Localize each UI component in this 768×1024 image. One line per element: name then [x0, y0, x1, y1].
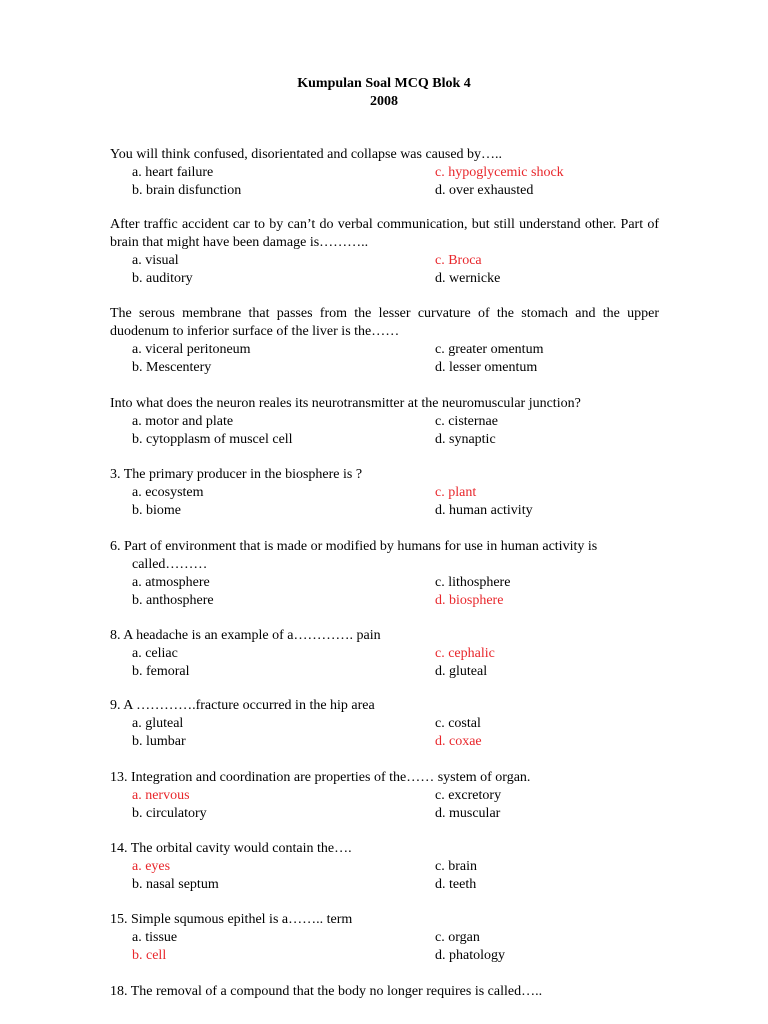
answer-option: b. auditory	[132, 271, 193, 286]
answer-option: b. biome	[132, 503, 181, 518]
question-stem: 13. Integration and coordination are properties of the…… system of organ.	[110, 770, 531, 785]
answer-option-correct: d. biosphere	[435, 593, 504, 608]
answer-option: d. wernicke	[435, 271, 501, 286]
question-stem: The serous membrane that passes from the lesser curvature of the stomach and the upper duodenum to inferior surface of the liver is the……	[110, 306, 659, 339]
question-stem: 9. A ………….fracture occurred in the hip area	[110, 698, 375, 713]
question-item	[110, 769, 659, 823]
question-item	[110, 395, 659, 449]
answer-option: d. synaptic	[435, 432, 496, 447]
question-item	[110, 305, 659, 377]
answer-option-correct: d. coxae	[435, 734, 482, 749]
answer-option: d. gluteal	[435, 664, 488, 679]
answer-options	[110, 929, 659, 965]
answer-option-correct: c. cephalic	[435, 646, 495, 661]
answer-option: c. costal	[435, 716, 481, 731]
answer-options	[110, 164, 659, 200]
answer-option: c. lithosphere	[435, 575, 511, 590]
answer-option: b. lumbar	[132, 734, 186, 749]
question-item	[110, 911, 659, 965]
answer-option-correct: b. cell	[132, 948, 167, 963]
answer-option: a. viceral peritoneum	[132, 342, 251, 357]
answer-option: c. brain	[435, 859, 477, 874]
answer-option: b. cytopplasm of muscel cell	[132, 432, 293, 447]
answer-option: d. teeth	[435, 877, 477, 892]
answer-option: c. cisternae	[435, 414, 498, 429]
answer-option: a. ecosystem	[132, 485, 204, 500]
question-stem: After traffic accident car to by can’t do verbal communication, but still understand other. Part of brain that might have been damage is………..	[110, 217, 659, 250]
answer-option: d. human activity	[435, 503, 533, 518]
answer-option: a. celiac	[132, 646, 178, 661]
answer-option-correct: a. eyes	[132, 859, 171, 874]
answer-option: c. excretory	[435, 788, 502, 803]
question-stem: 15. Simple squmous epithel is a…….. term	[110, 912, 353, 927]
answer-option: a. atmosphere	[132, 575, 210, 590]
answer-options	[110, 252, 659, 288]
question-stem: Into what does the neuron reales its neurotransmitter at the neuromuscular junction?	[110, 396, 581, 411]
answer-option: b. Mescentery	[132, 360, 212, 375]
answer-option: a. tissue	[132, 930, 178, 945]
answer-option: b. brain disfunction	[132, 183, 242, 198]
question-item	[110, 983, 659, 1001]
question-stem: 18. The removal of a compound that the body no longer requires is called…..	[110, 984, 543, 999]
answer-options	[110, 574, 659, 610]
question-item	[110, 840, 659, 894]
answer-option-correct: a. nervous	[132, 788, 190, 803]
question-stem: 3. The primary producer in the biosphere is ?	[110, 467, 363, 482]
answer-option: a. visual	[132, 253, 179, 268]
answer-option: c. organ	[435, 930, 480, 945]
answer-option: b. femoral	[132, 664, 190, 679]
question-item	[110, 697, 659, 751]
question-stem: 8. A headache is an example of a…………. pain	[110, 628, 381, 643]
answer-option: c. greater omentum	[435, 342, 544, 357]
answer-option-correct: c. hypoglycemic shock	[435, 165, 564, 180]
answer-options	[110, 858, 659, 894]
question-item	[110, 538, 659, 610]
question-item	[110, 627, 659, 681]
question-stem: 14. The orbital cavity would contain the….	[110, 841, 352, 856]
answer-option: d. over exhausted	[435, 183, 534, 198]
document-title: Kumpulan Soal MCQ Blok 4	[297, 76, 471, 91]
answer-option: d. muscular	[435, 806, 501, 821]
answer-option: d. phatology	[435, 948, 505, 963]
question-item	[110, 216, 659, 288]
answer-options	[110, 715, 659, 751]
answer-option-correct: c. plant	[435, 485, 477, 500]
answer-options	[110, 484, 659, 520]
answer-options	[110, 341, 659, 377]
question-stem: 6. Part of environment that is made or modified by humans for use in human activity is	[110, 539, 598, 554]
answer-option: d. lesser omentum	[435, 360, 538, 375]
answer-options	[110, 787, 659, 823]
answer-option: a. motor and plate	[132, 414, 234, 429]
question-stem: You will think confused, disorientated and collapse was caused by…..	[110, 147, 503, 162]
question-item	[110, 466, 659, 520]
answer-option: b. anthosphere	[132, 593, 214, 608]
question-item	[110, 146, 659, 200]
answer-option-correct: c. Broca	[435, 253, 482, 268]
document-year: 2008	[370, 94, 398, 109]
answer-option: a. gluteal	[132, 716, 184, 731]
question-stem-continuation: called………	[132, 557, 208, 572]
answer-options	[110, 413, 659, 449]
answer-option: a. heart failure	[132, 165, 214, 180]
answer-option: b. nasal septum	[132, 877, 219, 892]
answer-options	[110, 645, 659, 681]
answer-option: b. circulatory	[132, 806, 207, 821]
